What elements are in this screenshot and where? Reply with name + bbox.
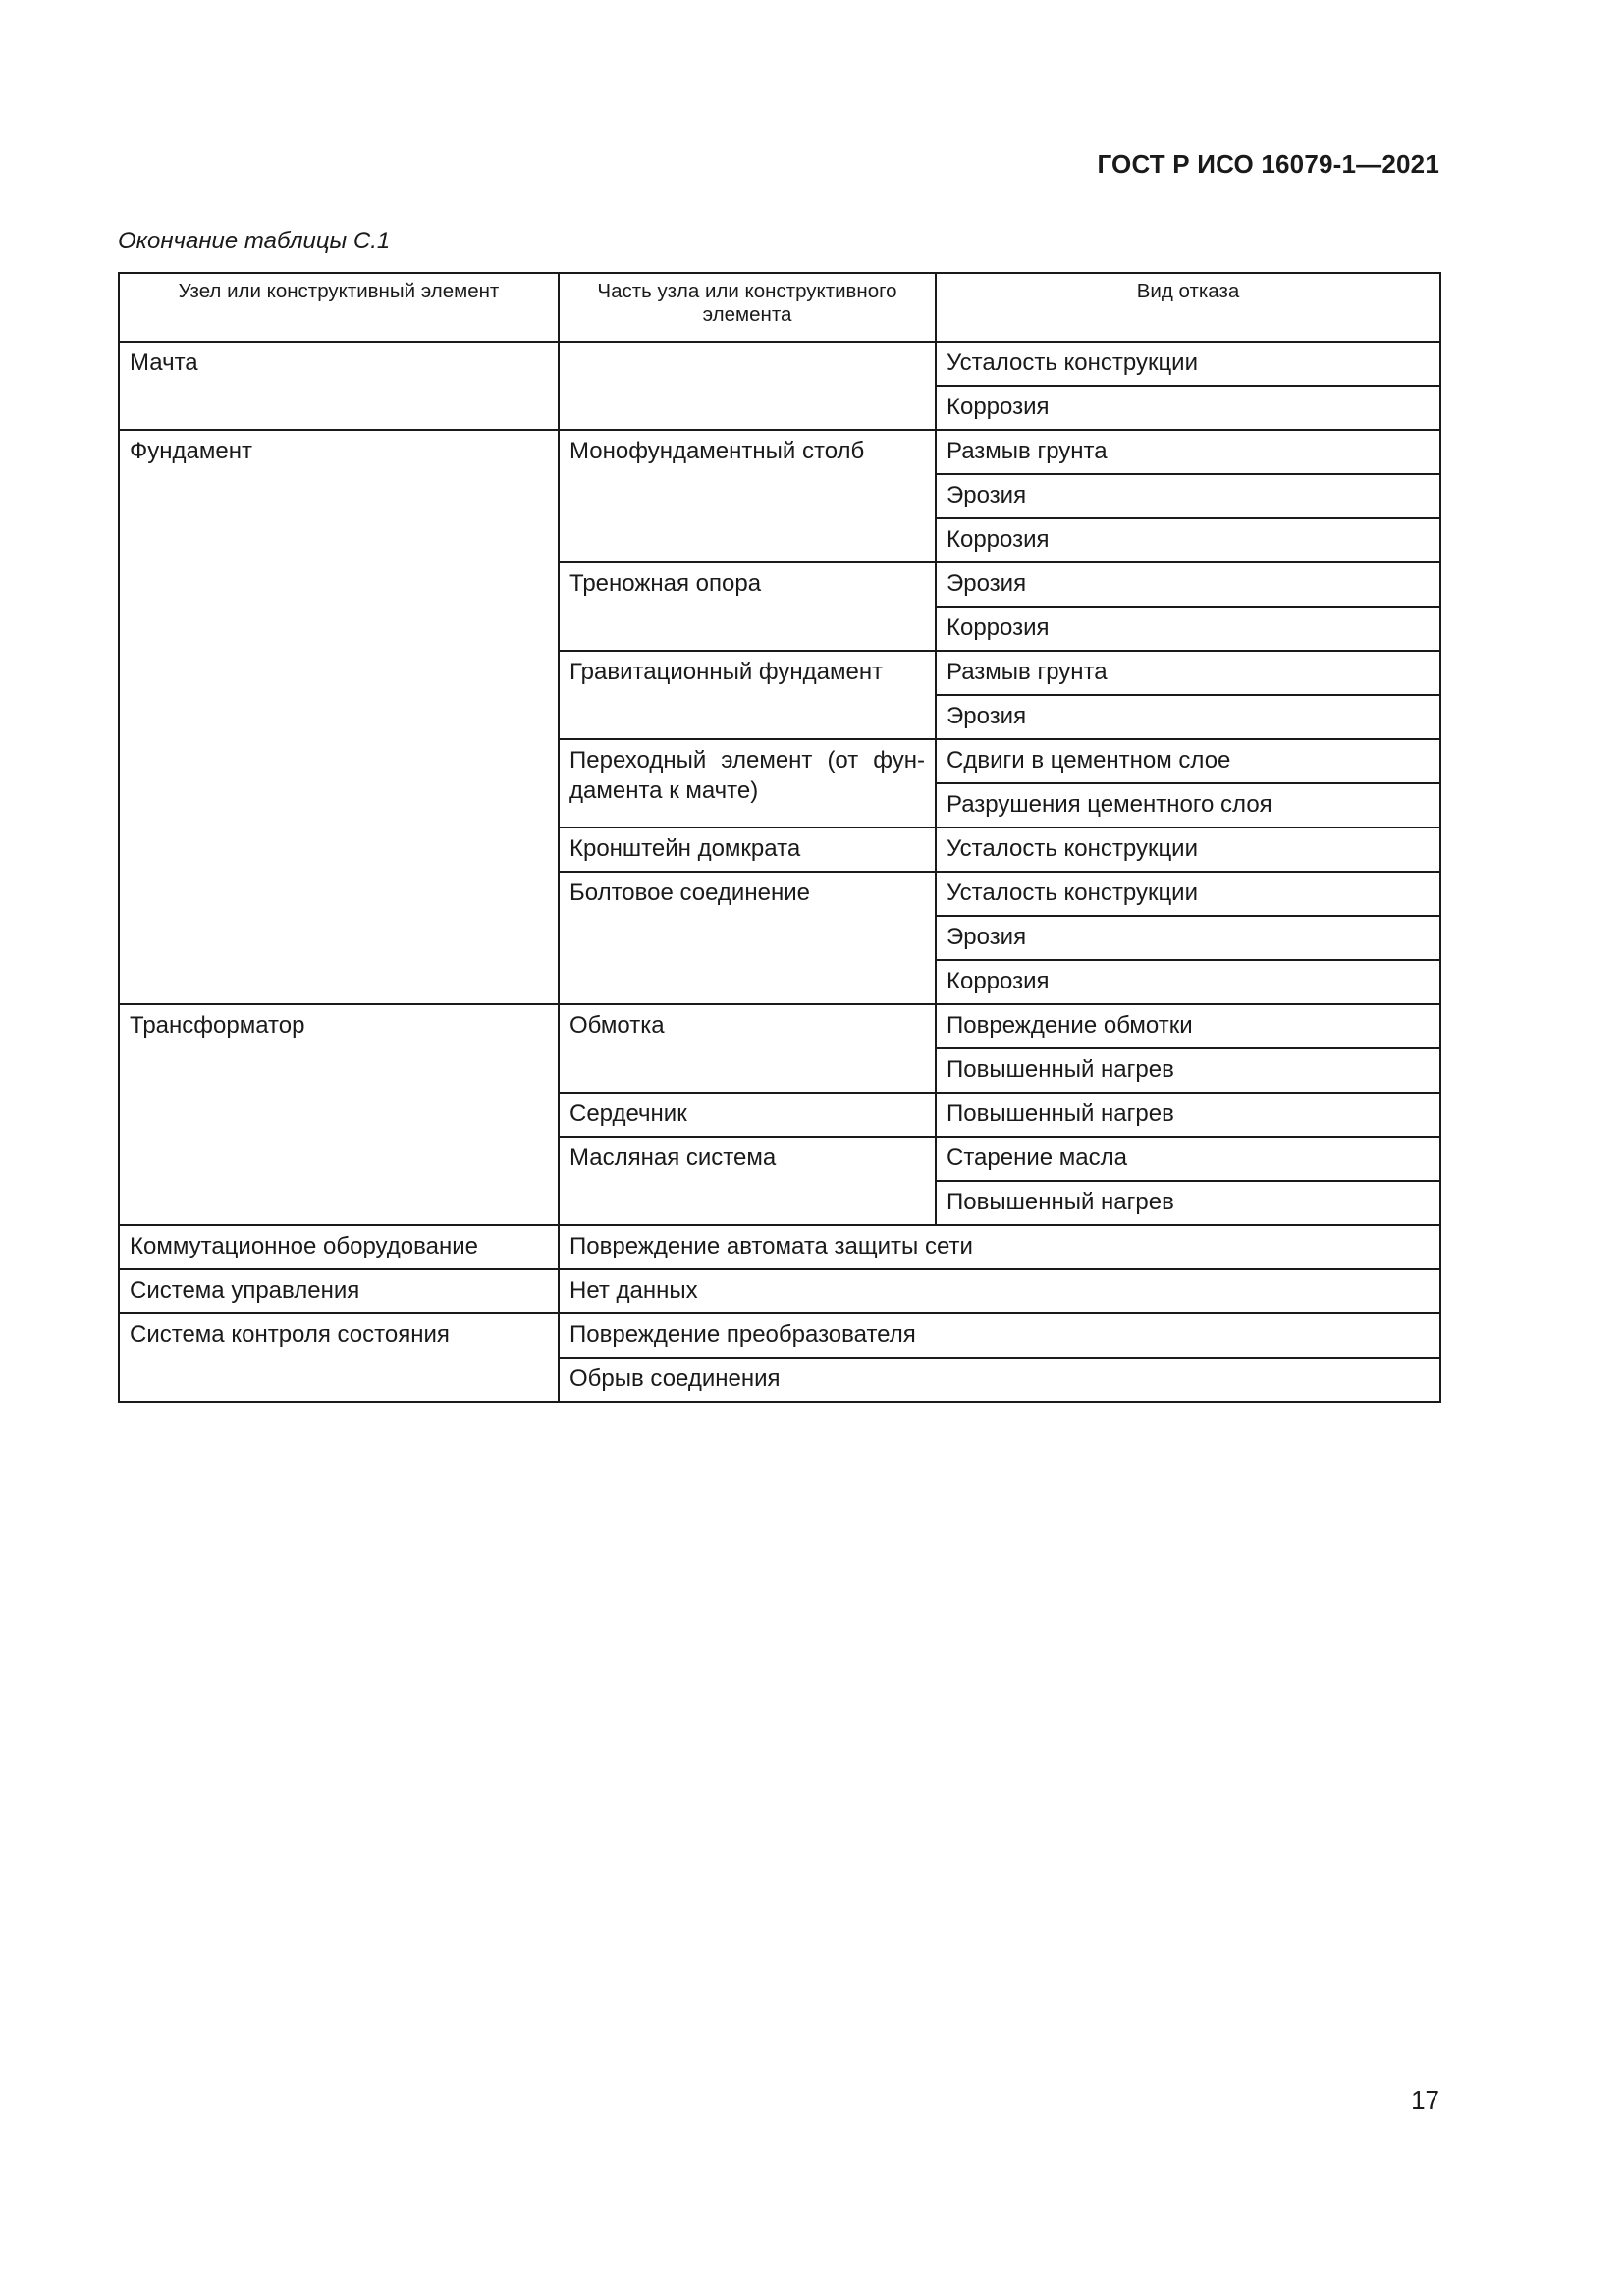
part-cell: Монофундаментный столб	[559, 430, 936, 562]
table-row	[119, 1269, 1440, 1313]
table-row	[119, 1313, 1440, 1358]
unit-cell: Система контроля состояния	[119, 1313, 559, 1402]
failure-mode-cell: Эрозия	[936, 695, 1440, 739]
column-header-part: Часть узла или конструктивного элемента	[559, 273, 936, 342]
column-header-failure-mode: Вид отказа	[936, 273, 1440, 342]
column-header-unit: Узел или конструктивный элемент	[119, 273, 559, 342]
failure-mode-cell: Коррозия	[936, 960, 1440, 1004]
part-cell-empty	[559, 342, 936, 430]
failure-mode-cell: Размыв грунта	[936, 651, 1440, 695]
failure-mode-cell: Эрозия	[936, 562, 1440, 607]
table-row	[119, 1004, 1440, 1048]
table-row	[119, 430, 1440, 474]
part-cell: Треножная опора	[559, 562, 936, 651]
failure-mode-cell: Повреждение автомата защиты сети	[559, 1225, 1440, 1269]
failure-mode-cell: Коррозия	[936, 607, 1440, 651]
failure-mode-cell: Повышенный нагрев	[936, 1048, 1440, 1093]
unit-cell: Система управления	[119, 1269, 559, 1313]
failure-mode-cell: Повреждение обмотки	[936, 1004, 1440, 1048]
failure-mode-cell: Усталость конструкции	[936, 828, 1440, 872]
unit-cell: Коммутационное оборудование	[119, 1225, 559, 1269]
table-row	[119, 1225, 1440, 1269]
failure-mode-cell: Усталость конструкции	[936, 342, 1440, 386]
failure-mode-cell: Старение масла	[936, 1137, 1440, 1181]
table-row	[119, 342, 1440, 386]
failure-mode-cell: Сдвиги в цементном слое	[936, 739, 1440, 783]
table-header-row	[119, 273, 1440, 342]
failure-mode-cell: Коррозия	[936, 386, 1440, 430]
failure-mode-cell: Размыв грунта	[936, 430, 1440, 474]
failure-mode-cell: Повышенный нагрев	[936, 1093, 1440, 1137]
part-cell: Болтовое соединение	[559, 872, 936, 1004]
part-cell: Переходный элемент (от фун-дамента к мачте)	[559, 739, 936, 828]
part-cell: Кронштейн домкрата	[559, 828, 936, 872]
table-caption: Окончание таблицы С.1	[118, 228, 391, 254]
failure-modes-table	[118, 272, 1441, 1403]
failure-mode-cell: Эрозия	[936, 916, 1440, 960]
part-cell: Масляная система	[559, 1137, 936, 1225]
document-id: ГОСТ Р ИСО 16079-1—2021	[1097, 149, 1439, 179]
failure-mode-cell: Усталость конструкции	[936, 872, 1440, 916]
unit-cell: Фундамент	[119, 430, 559, 1004]
part-cell: Гравитационный фундамент	[559, 651, 936, 739]
unit-cell: Трансформатор	[119, 1004, 559, 1225]
failure-mode-cell: Нет данных	[559, 1269, 1440, 1313]
failure-mode-cell: Повышенный нагрев	[936, 1181, 1440, 1225]
page-number: 17	[1411, 2085, 1439, 2114]
failure-mode-cell: Эрозия	[936, 474, 1440, 518]
failure-mode-cell: Обрыв соединения	[559, 1358, 1440, 1402]
failure-mode-cell: Повреждение преобразователя	[559, 1313, 1440, 1358]
unit-cell: Мачта	[119, 342, 559, 430]
failure-mode-cell: Разрушения цементного слоя	[936, 783, 1440, 828]
failure-mode-cell: Коррозия	[936, 518, 1440, 562]
part-cell: Обмотка	[559, 1004, 936, 1093]
part-cell: Сердечник	[559, 1093, 936, 1137]
